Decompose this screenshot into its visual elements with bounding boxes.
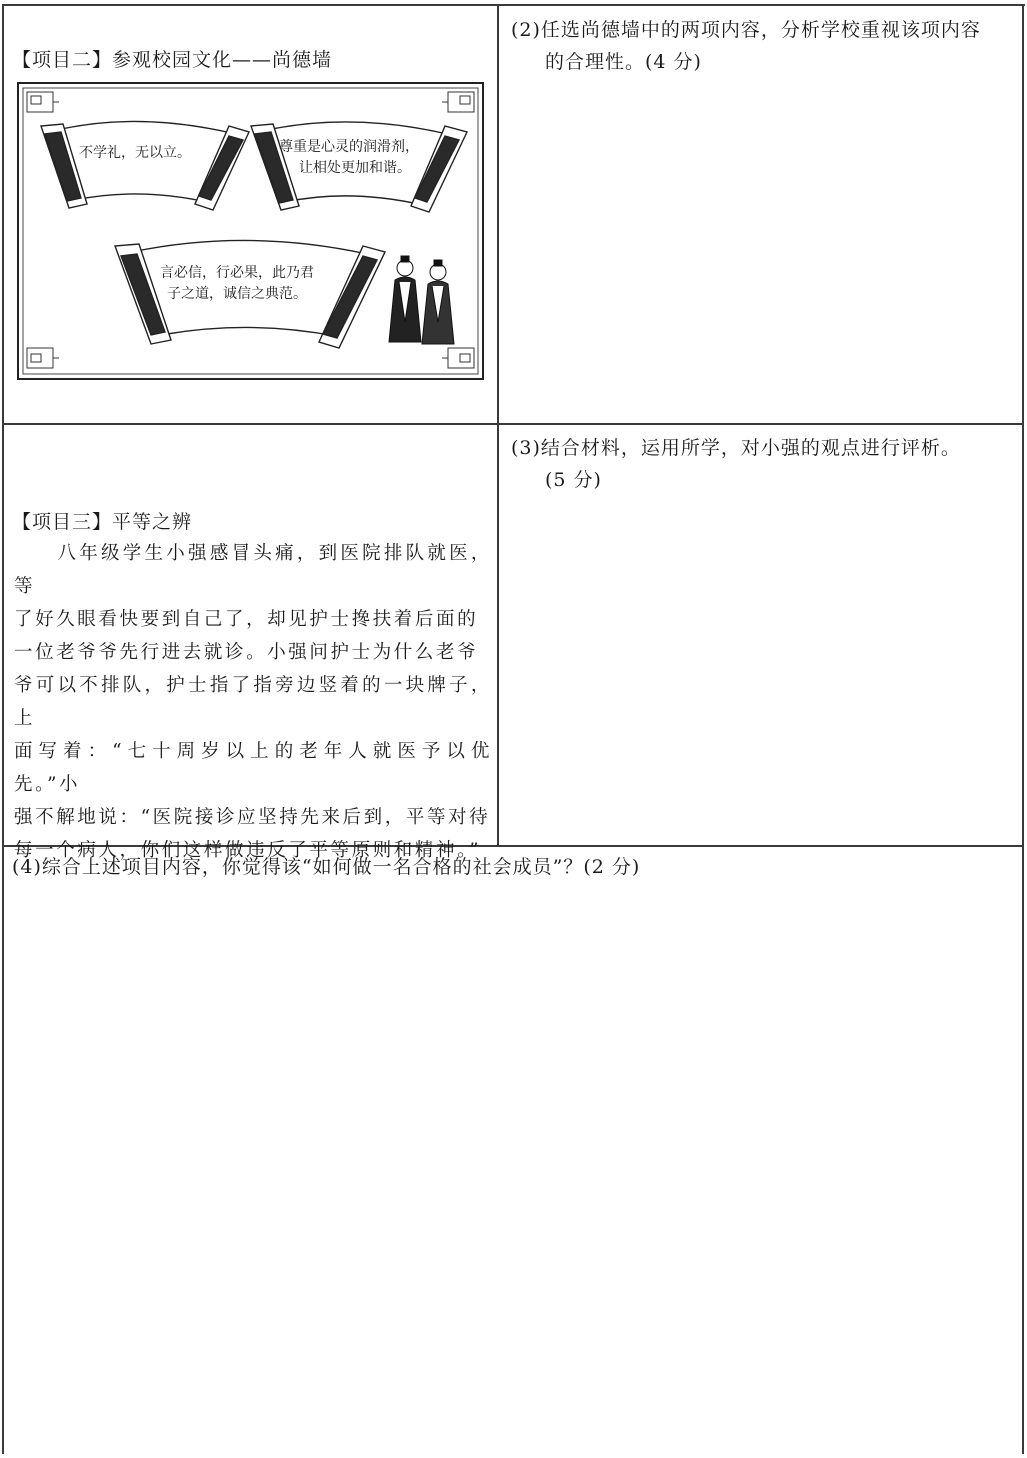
table-top-border: [2, 4, 1025, 6]
scroll-2-text-line1: 尊重是心灵的润滑剂，: [279, 139, 419, 155]
project2-title: 【项目二】参观校园文化——尚德墙: [12, 49, 333, 71]
table-left-border: [2, 4, 4, 1454]
passage-line: 强不解地说：“医院接诊应坚持先来后到，平等对待: [14, 807, 491, 828]
question-3: [511, 432, 1021, 496]
row-divider-1: [2, 423, 1024, 425]
virtue-wall-illustration: [17, 82, 484, 380]
passage-line: 了好久眼看快要到自己了，却见护士搀扶着后面的: [14, 609, 479, 630]
question-4: (4)综合上述项目内容，你觉得该“如何做一名合格的社会成员”？(2 分): [12, 856, 641, 878]
scholar-figures: [389, 256, 454, 344]
project3-title: 【项目三】平等之辨: [12, 511, 193, 533]
passage-line: 八年级学生小强感冒头痛，到医院排队就医，等: [14, 543, 492, 597]
project3-passage: [14, 537, 492, 867]
passage-line: 一位老爷爷先行进去就诊。小强问护士为什么老爷: [14, 642, 479, 663]
answer-area-q2[interactable]: [500, 80, 1020, 420]
question-2: [511, 14, 1016, 78]
scroll-1: [41, 121, 249, 210]
corner-ornament-tr: [442, 92, 474, 112]
virtue-wall-drawing: [17, 82, 484, 380]
table-right-border: [1022, 4, 1024, 1454]
scroll-3-text-line2: 子之道，诚信之典范。: [167, 286, 307, 302]
column-divider: [497, 4, 499, 846]
question-2-line1: (2)任选尚德墙中的两项内容，分析学校重视该项内容: [511, 19, 981, 41]
scroll-3-text-line1: 言必信，行必果，此乃君: [160, 265, 314, 281]
answer-area-q3[interactable]: [500, 500, 1020, 840]
question-3-line2: (5 分): [545, 469, 602, 491]
corner-ornament-br: [442, 348, 474, 368]
question-3-line1: (3)结合材料，运用所学，对小强的观点进行评析。: [511, 437, 961, 459]
passage-line: 每一个病人，你们这样做违反了平等原则和精神。”: [14, 840, 482, 861]
corner-ornament-tl: [27, 92, 59, 112]
passage-line: 面写着：“七十周岁以上的老年人就医予以优先。”小: [14, 741, 492, 795]
scroll-2-text-line2: 让相处更加和谐。: [299, 160, 411, 176]
passage-line: 爷可以不排队，护士指了指旁边竖着的一块牌子，上: [14, 675, 492, 729]
scroll-1-text: 不学礼，无以立。: [79, 145, 191, 161]
question-2-line2: 的合理性。(4 分): [545, 51, 702, 73]
corner-ornament-bl: [27, 348, 59, 368]
answer-area-q4[interactable]: [6, 890, 1018, 1450]
